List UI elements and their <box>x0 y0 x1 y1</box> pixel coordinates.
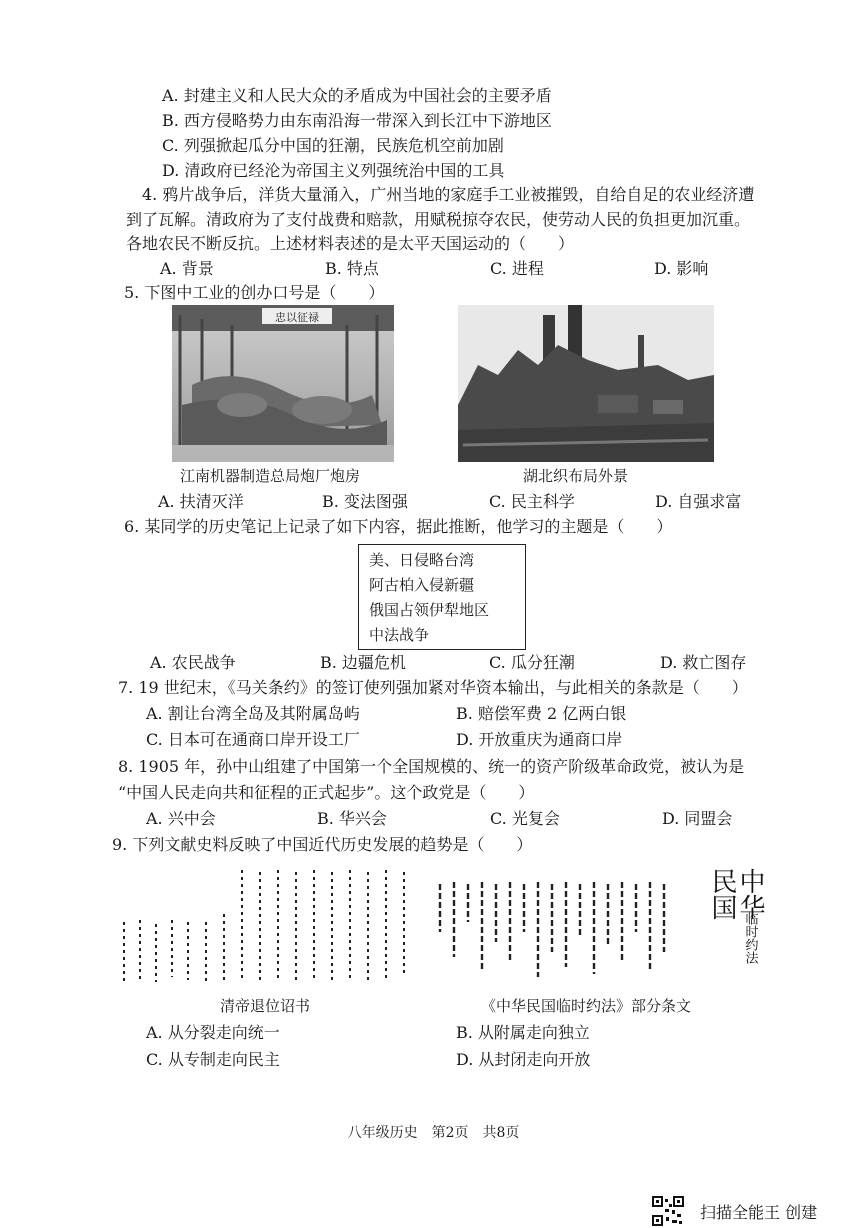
q4-stem-line-1: 4. 鸦片战争后，洋货大量涌入，广州当地的家庭手工业被摧毁，自给自足的农业经济遭 <box>142 185 755 204</box>
q9-option-a: A. 从分裂走向统一 <box>146 1023 280 1042</box>
jiangnan-arsenal-photo <box>172 305 394 462</box>
qing-abdication-edict-image <box>112 862 422 992</box>
q4-option-b: B. 特点 <box>325 259 379 278</box>
q7-option-d: D. 开放重庆为通商口岸 <box>456 730 623 749</box>
q5-caption-right: 湖北织布局外景 <box>523 467 629 485</box>
hubei-textile-bureau-photo <box>458 305 714 462</box>
q9-stem: 9. 下列文献史料反映了中国近代历史发展的趋势是（ ） <box>112 835 533 854</box>
q4-stem-line-2: 到了瓦解。清政府为了支付战费和赔款，用赋税掠夺农民，使劳动人民的负担更加沉重。 <box>126 210 751 229</box>
note-item: 俄国占领伊犁地区 <box>369 601 490 619</box>
q6-option-a: A. 农民战争 <box>150 653 236 672</box>
photo-sign-text: 忠以征禄 <box>275 311 319 324</box>
q4-option-d: D. 影响 <box>654 259 709 278</box>
qr-code-icon <box>652 1196 684 1226</box>
q7-option-a: A. 割让台湾全岛及其附属岛屿 <box>146 704 360 723</box>
q3-option-c: C. 列强掀起瓜分中国的狂潮，民族危机空前加剧 <box>162 136 504 155</box>
q8-option-d: D. 同盟会 <box>662 809 733 828</box>
q6-option-c: C. 瓜分狂潮 <box>489 653 575 672</box>
q5-option-a: A. 扶清灭洋 <box>158 492 244 511</box>
q4-stem-line-3: 各地农民不断反抗。上述材料表述的是太平天国运动的（ ） <box>126 234 575 253</box>
q3-option-b: B. 西方侵略势力由东南沿海一带深入到长江中下游地区 <box>162 111 552 130</box>
constitution-title-zhonghua: 中华 <box>735 868 765 920</box>
q3-option-d: D. 清政府已经沦为帝国主义列强统治中国的工具 <box>162 161 505 180</box>
q4-option-c: C. 进程 <box>490 259 544 278</box>
q3-option-a: A. 封建主义和人民大众的矛盾成为中国社会的主要矛盾 <box>162 86 552 105</box>
scanner-credit-text: 扫描全能王 创建 <box>700 1203 818 1222</box>
q7-option-b: B. 赔偿军费 2 亿两白银 <box>456 704 627 723</box>
q9-option-c: C. 从专制走向民主 <box>146 1050 280 1069</box>
page-footer: 八年级历史 第2页 共8页 <box>347 1125 520 1141</box>
q8-stem-line-2: “中国人民走向共和征程的正式起步”。这个政党是（ ） <box>118 783 535 802</box>
q8-option-c: C. 光复会 <box>490 809 560 828</box>
q6-option-b: B. 边疆危机 <box>320 653 406 672</box>
q8-option-a: A. 兴中会 <box>146 809 216 828</box>
q7-stem: 7. 19 世纪末，《马关条约》的签订使列强加紧对华资本输出，与此相关的条款是（ ） <box>118 678 748 697</box>
q5-option-d: D. 自强求富 <box>655 492 742 511</box>
q6-stem: 6. 某同学的历史笔记上记录了如下内容，据此推断，他学习的主题是（ ） <box>124 517 673 536</box>
note-item: 美、日侵略台湾 <box>369 551 475 569</box>
q7-option-c: C. 日本可在通商口岸开设工厂 <box>146 730 360 749</box>
history-notes-box <box>358 544 526 650</box>
q5-caption-left: 江南机器制造总局炮厂炮房 <box>180 467 361 485</box>
q8-option-b: B. 华兴会 <box>317 809 387 828</box>
q5-option-c: C. 民主科学 <box>489 492 575 511</box>
q6-option-d: D. 救亡图存 <box>660 653 747 672</box>
q9-option-b: B. 从附属走向独立 <box>456 1023 590 1042</box>
q9-caption-right: 《中华民国临时约法》部分条文 <box>481 997 692 1015</box>
q8-stem-line-1: 8. 1905 年，孙中山组建了中国第一个全国规模的、统一的资产阶级革命政党，被认为是 <box>118 757 745 776</box>
note-item: 中法战争 <box>369 626 430 644</box>
note-item: 阿古柏入侵新疆 <box>369 576 475 594</box>
q9-caption-left: 清帝退位诏书 <box>220 997 311 1015</box>
constitution-title-linshiyuefa: 临时约法 <box>742 912 758 964</box>
q5-option-b: B. 变法图强 <box>322 492 408 511</box>
provisional-constitution-image <box>432 862 772 992</box>
q4-option-a: A. 背景 <box>160 259 214 278</box>
q5-stem: 5. 下图中工业的创办口号是（ ） <box>124 283 385 302</box>
constitution-title-minguo: 民国 <box>707 868 737 920</box>
q9-option-d: D. 从封闭走向开放 <box>456 1050 591 1069</box>
